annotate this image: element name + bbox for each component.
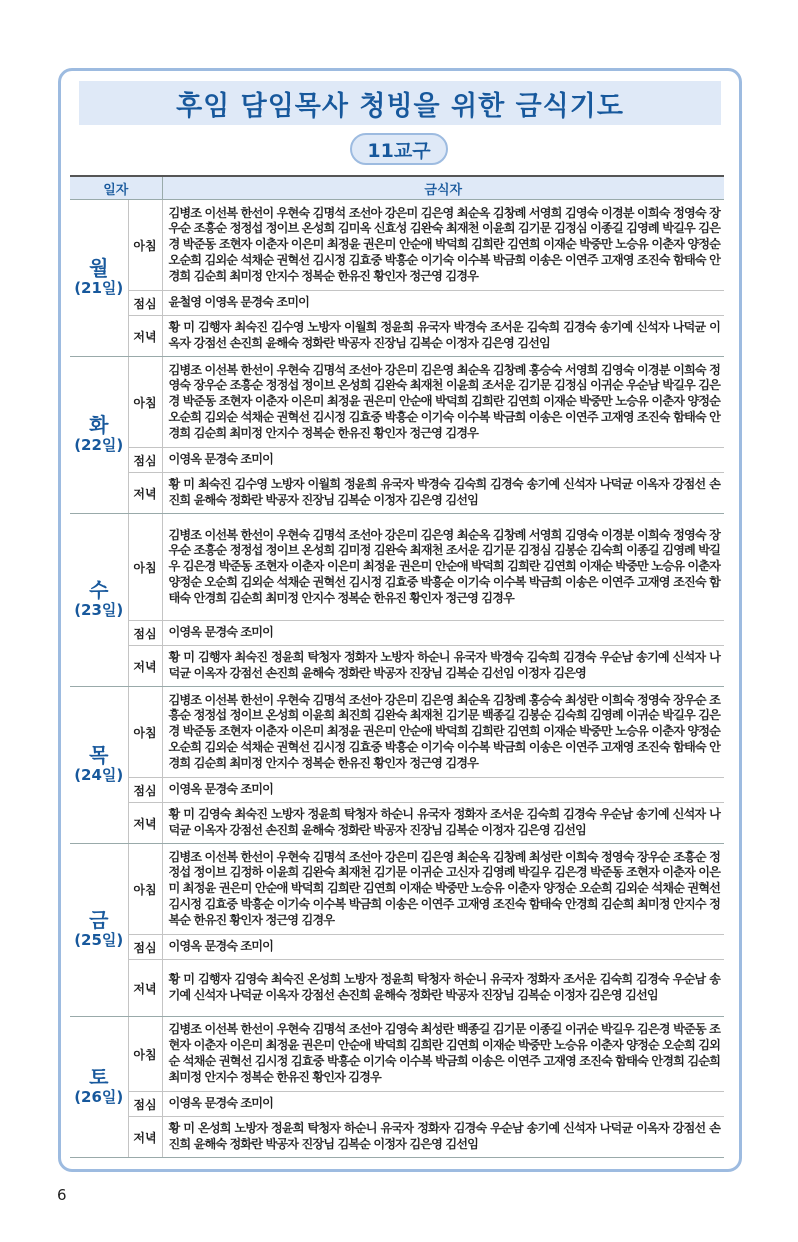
- table-row: [70, 646, 724, 687]
- meal-label: 저녁: [128, 1117, 162, 1158]
- lunch-names: 이영옥 문경숙 조미이: [162, 935, 724, 960]
- table-row: [70, 514, 724, 621]
- day-cell: [70, 687, 128, 844]
- table-row: [70, 316, 724, 357]
- day-label: 목: [89, 743, 109, 767]
- table-row: [70, 1092, 724, 1117]
- meal-label: 점심: [128, 448, 162, 473]
- date-column-header: 일자: [70, 176, 162, 200]
- day-cell: [70, 200, 128, 357]
- day-label: 월: [89, 256, 109, 280]
- table-row: [70, 200, 724, 291]
- day-cell: [70, 357, 128, 514]
- date-label: (21일): [74, 279, 124, 297]
- date-label: (25일): [74, 931, 124, 949]
- day-cell: [70, 1017, 128, 1158]
- meal-label: 저녁: [128, 960, 162, 1017]
- meal-label: 아침: [128, 514, 162, 621]
- lunch-names: 이영옥 문경숙 조미이: [162, 621, 724, 646]
- meal-label: 아침: [128, 200, 162, 291]
- table-row: [70, 621, 724, 646]
- date-label: (22일): [74, 436, 124, 454]
- meal-label: 아침: [128, 844, 162, 935]
- meal-label: 저녁: [128, 803, 162, 844]
- dinner-names: 황 미 온성희 노방자 정윤희 탁청자 하순니 유국자 정화자 김경숙 우순남 송기예 신석자 나덕균 이옥자 강점선 손진희 윤해숙 정화란 박공자 진장님 김복순 이정자 김은영 김선임: [162, 1117, 724, 1158]
- date-label: (24일): [74, 766, 124, 784]
- meal-label: 저녁: [128, 646, 162, 687]
- table-row: [70, 473, 724, 514]
- breakfast-names: 김병조 이선복 한선이 우현숙 김명석 조선아 강은미 김은영 최순옥 김창례 홍승숙 서영희 김영숙 이경분 이희숙 정영숙 장우순 조흥순 정정섭 정이브 온성희 김완숙 최재천 이윤희 조서운 김기문 김정심 이귀순 우순남 박길우 김은경 박준동 조현자 이춘자 이은미 최정윤 권은미 안순애 박덕희 김희란 김연희 이재순 박중만 노승유 이춘자 양정순 오순희 김외순 석채순 권혁선 김시정 김효중 박흥순 이기숙 이수복 박금희 이송은 이연주 고재영 조진숙 함태숙 안경희 김순희 최미정 안지수 정복순 한유진 황인자 정근영 김경우: [162, 357, 724, 448]
- meal-label: 아침: [128, 1017, 162, 1092]
- dinner-names: 황 미 김행자 최숙진 정윤희 탁청자 정화자 노방자 하순니 유국자 박경숙 김숙희 김경숙 우순남 송기예 신석자 나덕균 이옥자 강점선 손진희 윤해숙 정화란 박공자 진장님 김복순 김선임 이정자 김은영: [162, 646, 724, 687]
- meal-label: 저녁: [128, 473, 162, 514]
- dinner-names: 황 미 최숙진 김수영 노방자 이월희 정윤희 유국자 박경숙 김숙희 김경숙 송기예 신석자 나덕균 이옥자 강점선 손진희 윤해숙 정화란 박공자 진장님 김복순 이정자 김은영 김선임: [162, 473, 724, 514]
- breakfast-names: 김병조 이선복 한선이 우현숙 김명석 조선아 김영숙 최성란 백종길 김기문 이종길 이귀순 박길우 김은경 박준동 조현자 이춘자 이은미 최정윤 권은미 안순애 박덕희 김희란 김연희 이재순 박중만 노승유 이춘자 양정순 오순희 김외순 석채순 권혁선 김시정 김효중 박흥순 이기숙 이수복 박금희 이송은 이연주 고재영 조진숙 함태숙 안경희 김순희 최미정 안지수 정복순 한유진 황인자 김경우: [162, 1017, 724, 1092]
- page-number: 6: [57, 1186, 67, 1204]
- table-row: [70, 291, 724, 316]
- page-title: 후임 담임목사 청빙을 위한 금식기도: [79, 81, 721, 125]
- table-body: [70, 200, 724, 1158]
- lunch-names: 윤철영 이영옥 문경숙 조미이: [162, 291, 724, 316]
- day-cell: [70, 844, 128, 1017]
- date-label: (26일): [74, 1088, 124, 1106]
- lunch-names: 이영옥 문경숙 조미이: [162, 778, 724, 803]
- table-row: [70, 448, 724, 473]
- meal-label: 점심: [128, 621, 162, 646]
- table-row: [70, 1017, 724, 1092]
- breakfast-names: 김병조 이선복 한선이 우현숙 김명석 조선아 강은미 김은영 최순옥 김창례 홍승숙 최성란 이희숙 정영숙 장우순 조흥순 정정섭 정이브 온성희 이윤희 최진희 김완숙 최재천 김기문 백종길 김봉순 김숙희 김영례 이귀순 박길우 김은경 박준동 조현자 이춘자 이은미 최정윤 권은미 안순애 박덕희 김희란 김연희 이재순 박중만 노승유 이춘자 양정순 오순희 김외순 석채순 권혁선 김시정 김효중 박흥순 이기숙 이수복 박금희 이송은 이연주 고재영 조진숙 함태숙 안경희 김순희 최미정 안지수 정복순 한유진 황인자 정근영 김경우: [162, 687, 724, 778]
- meal-label: 점심: [128, 935, 162, 960]
- meal-label: 아침: [128, 357, 162, 448]
- dinner-names: 황 미 김행자 김영숙 최숙진 온성희 노방자 정윤희 탁청자 하순니 유국자 정화자 조서운 김숙희 김경숙 우순남 송기예 신석자 나덕균 이옥자 강점선 손진희 윤해숙 정화란 박공자 진장님 김복순 이정자 김은영 김선임: [162, 960, 724, 1017]
- date-label: (23일): [74, 601, 124, 619]
- dinner-names: 황 미 김행자 최숙진 김수영 노방자 이월희 정윤희 유국자 박경숙 조서운 김숙희 김경숙 송기예 신석자 나덕균 이옥자 강점선 손진희 윤해숙 정화란 박공자 진장님 김복순 이정자 김은영 김선임: [162, 316, 724, 357]
- meal-label: 저녁: [128, 316, 162, 357]
- meal-label: 점심: [128, 291, 162, 316]
- fasting-schedule-table: [70, 175, 724, 1158]
- table-row: [70, 687, 724, 778]
- day-cell: [70, 514, 128, 687]
- lunch-names: 이영옥 문경숙 조미이: [162, 448, 724, 473]
- table-row: [70, 1117, 724, 1158]
- district-badge: 11교구: [350, 133, 448, 165]
- day-label: 수: [89, 578, 109, 602]
- faster-column-header: 금식자: [162, 176, 724, 200]
- table-row: [70, 778, 724, 803]
- meal-label: 점심: [128, 778, 162, 803]
- meal-label: 아침: [128, 687, 162, 778]
- table-header-row: [70, 176, 724, 200]
- table-row: [70, 935, 724, 960]
- dinner-names: 황 미 김영숙 최숙진 노방자 정윤희 탁청자 하순니 유국자 정화자 조서운 김숙희 김경숙 우순남 송기예 신석자 나덕균 이옥자 강점선 손진희 윤해숙 정화란 박공자 진장님 김복순 이정자 김은영 김선임: [162, 803, 724, 844]
- lunch-names: 이영옥 문경숙 조미이: [162, 1092, 724, 1117]
- table-row: [70, 960, 724, 1017]
- table-row: [70, 844, 724, 935]
- table-row: [70, 803, 724, 844]
- meal-label: 점심: [128, 1092, 162, 1117]
- day-label: 토: [89, 1065, 109, 1089]
- breakfast-names: 김병조 이선복 한선이 우현숙 김명석 조선아 강은미 김은영 최순옥 김창례 서영희 김영숙 이경분 이희숙 정영숙 장우순 조흥순 정정섭 정이브 온성희 김미옥 신효성 김완숙 최재천 이윤희 김기문 김정심 이종길 김영례 박길우 김은경 박준동 조현자 이춘자 이은미 최정윤 권은미 안순애 박덕희 김희란 김연희 이재순 박중만 노승유 이춘자 양정순 오순희 김외순 석채순 권혁선 김시정 김효중 박흥순 이기숙 이수복 박금희 이송은 이연주 고재영 조진숙 함태숙 안경희 김순희 최미정 안지수 정복순 한유진 황인자 정근영 김경우: [162, 200, 724, 291]
- breakfast-names: 김병조 이선복 한선이 우현숙 김명석 조선아 강은미 김은영 최순옥 김창례 서영희 김영숙 이경분 이희숙 정영숙 장우순 조흥순 정정섭 정이브 온성희 김미정 김완숙 최재천 조서운 김기문 김정심 김봉순 김숙희 이종길 김영례 박길우 김은경 박준동 조현자 이춘자 이은미 최정윤 권은미 안순애 박덕희 김희란 김연희 이재순 박중만 노승유 이춘자 양정순 오순희 김외순 석채순 권혁선 김시정 김효중 박흥순 이기숙 이수복 박금희 이송은 이연주 고재영 조진숙 함태숙 안경희 김순희 최미정 안지수 정복순 한유진 황인자 정근영 김경우: [162, 514, 724, 621]
- day-label: 화: [89, 413, 109, 437]
- day-label: 금: [89, 908, 109, 932]
- breakfast-names: 김병조 이선복 한선이 우현숙 김명석 조선아 강은미 김은영 최순옥 김창례 최성란 이희숙 정영숙 장우순 조흥순 정정섭 정이브 김정하 이윤희 김완숙 최재천 김기문 이귀순 고신자 김영례 박길우 김은경 박준동 조현자 이춘자 이은미 최정윤 권은미 안순애 박덕희 김희란 김연희 이재순 박중만 노승유 이춘자 양정순 오순희 김외순 석채순 권혁선 김시정 김효중 박흥순 이기숙 이수복 박금희 이송은 이연주 고재영 조진숙 함태숙 안경희 김순희 최미정 안지수 정복순 한유진 황인자 정근영 김경우: [162, 844, 724, 935]
- table-row: [70, 357, 724, 448]
